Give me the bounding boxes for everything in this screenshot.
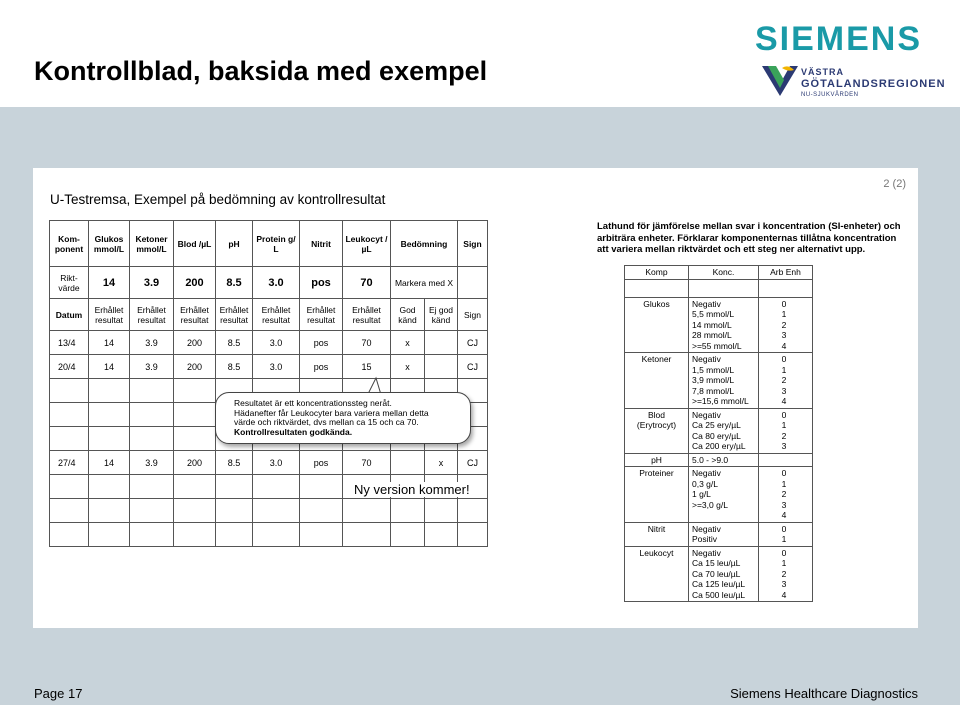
partner-logo-line1: VÄSTRA bbox=[801, 67, 845, 77]
concentration-value: 1,5 mmol/L bbox=[692, 364, 735, 375]
arbitrary-unit-cell bbox=[759, 353, 813, 409]
arbitrary-unit-value: 3 bbox=[781, 385, 787, 396]
table-cell bbox=[174, 523, 216, 547]
column-subheader: Erhållet resultat bbox=[253, 299, 300, 331]
column-subheader: Erhållet resultat bbox=[216, 299, 253, 331]
arbitrary-unit-value: 2 bbox=[781, 489, 787, 499]
table-row bbox=[50, 451, 488, 475]
row-label: Rikt-värde bbox=[50, 267, 89, 299]
reference-column-header: Konc. bbox=[689, 266, 759, 280]
partner-logo-line2: GÖTALANDSREGIONEN bbox=[801, 78, 946, 90]
concentration-value: >=3,0 g/L bbox=[692, 499, 728, 510]
document-sheet bbox=[33, 168, 918, 628]
component-name: Glukos bbox=[625, 297, 689, 353]
table-cell: 3.9 bbox=[130, 355, 174, 379]
table-cell: CJ bbox=[458, 451, 488, 475]
concentration-value: >=15,6 mmol/L bbox=[692, 396, 749, 406]
concentration-cell bbox=[689, 467, 759, 523]
table-cell: 14 bbox=[89, 451, 130, 475]
date-cell: 13/4 bbox=[50, 331, 89, 355]
column-subheader: Ej god känd bbox=[425, 299, 458, 331]
column-header: Sign bbox=[458, 221, 488, 267]
table-cell bbox=[174, 403, 216, 427]
table-cell bbox=[174, 379, 216, 403]
column-subheader: Erhållet resultat bbox=[130, 299, 174, 331]
concentration-value: Negativ bbox=[692, 523, 721, 534]
reference-table bbox=[624, 265, 813, 602]
control-table bbox=[49, 220, 488, 547]
reference-value: 14 bbox=[89, 267, 130, 299]
arbitrary-unit-value: 2 bbox=[781, 319, 787, 330]
arbitrary-unit-value: 0 bbox=[781, 523, 787, 534]
table-cell: 70 bbox=[343, 451, 391, 475]
table-cell bbox=[216, 475, 253, 499]
table-cell: 70 bbox=[343, 331, 391, 355]
concentration-value: Ca 500 leu/µL bbox=[692, 589, 746, 600]
table-cell bbox=[458, 523, 488, 547]
table-cell: 200 bbox=[174, 331, 216, 355]
arbitrary-unit-value: 4 bbox=[781, 396, 787, 406]
reference-value: pos bbox=[300, 267, 343, 299]
table-cell bbox=[391, 499, 425, 523]
arbitrary-unit-value: 1 bbox=[781, 558, 787, 568]
annotation-bubble bbox=[215, 392, 471, 444]
footer-page-label: Page 17 bbox=[34, 686, 83, 701]
sheet-page-number: 2 (2) bbox=[883, 178, 906, 190]
component-name: Blod (Erytrocyt) bbox=[625, 408, 689, 453]
reference-value: 3.0 bbox=[253, 267, 300, 299]
bubble-line: värde och riktvärdet, dvs mellan ca 15 och ca 70. bbox=[234, 417, 419, 427]
table-cell bbox=[174, 499, 216, 523]
concentration-value: Negativ bbox=[692, 354, 721, 364]
reference-value bbox=[458, 267, 488, 299]
table-cell: x bbox=[391, 355, 425, 379]
table-cell: 3.0 bbox=[253, 331, 300, 355]
arbitrary-unit-value: 4 bbox=[781, 510, 787, 520]
reference-header-row bbox=[625, 266, 813, 280]
table-row bbox=[50, 523, 488, 547]
arbitrary-unit-cell bbox=[759, 522, 813, 546]
concentration-cell bbox=[689, 522, 759, 546]
column-header: Kom-ponent bbox=[50, 221, 89, 267]
reference-value: 70 bbox=[343, 267, 391, 299]
arbitrary-unit-value: 4 bbox=[781, 340, 787, 351]
component-name: Ketoner bbox=[625, 353, 689, 409]
date-cell: 20/4 bbox=[50, 355, 89, 379]
date-cell bbox=[50, 379, 89, 403]
column-subheader: Erhållet resultat bbox=[174, 299, 216, 331]
vgr-logo-icon bbox=[760, 64, 800, 98]
date-cell bbox=[50, 499, 89, 523]
arbitrary-unit-value: 1 bbox=[781, 364, 787, 375]
table-cell bbox=[300, 523, 343, 547]
table-cell bbox=[130, 403, 174, 427]
concentration-value: 0,3 g/L bbox=[692, 478, 718, 489]
row-label: Datum bbox=[50, 299, 89, 331]
table-cell bbox=[130, 427, 174, 451]
reference-value: 8.5 bbox=[216, 267, 253, 299]
reference-spacer-row bbox=[625, 279, 813, 297]
concentration-value: Ca 25 ery/µL bbox=[692, 420, 741, 430]
concentration-cell bbox=[689, 408, 759, 453]
arbitrary-unit-value: 0 bbox=[781, 298, 787, 309]
column-header: Blod /µL bbox=[174, 221, 216, 267]
reference-row bbox=[625, 453, 813, 467]
table-header-row bbox=[50, 221, 488, 267]
reference-column-header: Arb Enh bbox=[759, 266, 813, 280]
arbitrary-unit-value: 1 bbox=[781, 534, 787, 544]
reference-value: 200 bbox=[174, 267, 216, 299]
component-name: Leukocyt bbox=[625, 546, 689, 602]
table-cell: 3.9 bbox=[130, 451, 174, 475]
concentration-value: Ca 15 leu/µL bbox=[692, 558, 741, 568]
reference-row bbox=[625, 353, 813, 409]
table-cell: pos bbox=[300, 451, 343, 475]
table-cell bbox=[425, 499, 458, 523]
footer-company: Siemens Healthcare Diagnostics bbox=[730, 686, 918, 701]
table-row bbox=[50, 499, 488, 523]
table-cell bbox=[253, 523, 300, 547]
concentration-value: 7,8 mmol/L bbox=[692, 385, 735, 396]
reference-row bbox=[625, 408, 813, 453]
table-cell bbox=[253, 475, 300, 499]
arbitrary-unit-value: 4 bbox=[781, 589, 787, 600]
arbitrary-unit-value: 0 bbox=[781, 354, 787, 364]
column-subheader: Erhållet resultat bbox=[89, 299, 130, 331]
concentration-cell bbox=[689, 297, 759, 353]
table-cell: pos bbox=[300, 331, 343, 355]
concentration-value: Negativ bbox=[692, 409, 721, 420]
arbitrary-unit-value: 0 bbox=[781, 409, 787, 420]
component-name: Proteiner bbox=[625, 467, 689, 523]
column-header: Bedömning bbox=[391, 221, 458, 267]
header-bar bbox=[0, 0, 960, 107]
table-cell bbox=[89, 499, 130, 523]
table-cell bbox=[391, 451, 425, 475]
arbitrary-unit-value: 2 bbox=[781, 375, 787, 385]
arbitrary-unit-cell bbox=[759, 453, 813, 467]
table-cell bbox=[425, 355, 458, 379]
slide-title: Kontrollblad, baksida med exempel bbox=[34, 56, 488, 86]
table-cell bbox=[216, 523, 253, 547]
table-cell bbox=[89, 403, 130, 427]
date-cell bbox=[50, 475, 89, 499]
table-cell: 200 bbox=[174, 451, 216, 475]
partner-logo-line3: NU-SJUKVÅRDEN bbox=[801, 92, 859, 98]
table-cell bbox=[174, 427, 216, 451]
component-name: pH bbox=[625, 453, 689, 467]
table-cell: 14 bbox=[89, 331, 130, 355]
table-cell bbox=[391, 523, 425, 547]
concentration-value: 5.0 - >9.0 bbox=[692, 454, 729, 465]
new-version-note: Ny version kommer! bbox=[354, 482, 470, 497]
reference-spacer-cell bbox=[625, 279, 689, 297]
table-cell bbox=[216, 499, 253, 523]
date-cell bbox=[50, 427, 89, 451]
reference-spacer-cell bbox=[759, 279, 813, 297]
reference-value-row bbox=[50, 267, 488, 299]
arbitrary-unit-value: 1 bbox=[781, 420, 787, 430]
table-cell: 8.5 bbox=[216, 451, 253, 475]
bubble-line: Kontrollresultaten godkända. bbox=[234, 426, 353, 437]
bubble-line: Hädanefter får Leukocyter bara variera mellan detta bbox=[234, 407, 429, 418]
column-header: Protein g/ L bbox=[253, 221, 300, 267]
arbitrary-unit-value: 1 bbox=[781, 478, 787, 489]
concentration-value: >=55 mmol/L bbox=[692, 340, 742, 351]
table-cell bbox=[89, 427, 130, 451]
concentration-cell bbox=[689, 546, 759, 602]
sheet-title: U-Testremsa, Exempel på bedömning av kontrollresultat bbox=[50, 192, 386, 207]
table-cell bbox=[174, 475, 216, 499]
column-subheader: Sign bbox=[458, 299, 488, 331]
table-cell bbox=[253, 499, 300, 523]
mark-instruction: Markera med X bbox=[391, 267, 458, 299]
table-cell bbox=[130, 475, 174, 499]
table-cell: x bbox=[425, 451, 458, 475]
arbitrary-unit-value: 0 bbox=[781, 547, 787, 558]
table-cell bbox=[130, 379, 174, 403]
table-cell bbox=[130, 523, 174, 547]
arbitrary-unit-cell bbox=[759, 546, 813, 602]
concentration-value: Negativ bbox=[692, 468, 721, 478]
siemens-logo: SIEMENS bbox=[755, 20, 923, 58]
concentration-value: Ca 200 ery/µL bbox=[692, 441, 746, 451]
column-header: Glukos mmol/L bbox=[89, 221, 130, 267]
reference-spacer-cell bbox=[689, 279, 759, 297]
table-cell bbox=[343, 499, 391, 523]
date-cell bbox=[50, 403, 89, 427]
column-header: Leukocyt /µL bbox=[343, 221, 391, 267]
bubble-line: Resultatet är ett koncentrationssteg neråt. bbox=[234, 398, 392, 408]
table-cell bbox=[130, 499, 174, 523]
datum-header-row bbox=[50, 299, 488, 331]
table-cell bbox=[300, 499, 343, 523]
table-row bbox=[50, 355, 488, 379]
table-cell bbox=[89, 523, 130, 547]
concentration-value: 1 g/L bbox=[692, 489, 711, 499]
reference-column-header: Komp bbox=[625, 266, 689, 280]
table-row bbox=[50, 331, 488, 355]
reference-value: 3.9 bbox=[130, 267, 174, 299]
arbitrary-unit-cell bbox=[759, 467, 813, 523]
concentration-cell bbox=[689, 353, 759, 409]
column-header: pH bbox=[216, 221, 253, 267]
reference-row bbox=[625, 522, 813, 546]
arbitrary-unit-value: 0 bbox=[781, 468, 787, 478]
table-cell: 3.0 bbox=[253, 355, 300, 379]
table-cell bbox=[425, 523, 458, 547]
table-cell: 3.9 bbox=[130, 331, 174, 355]
arbitrary-unit-cell bbox=[759, 297, 813, 353]
concentration-value: 28 mmol/L bbox=[692, 330, 732, 340]
arbitrary-unit-value: 2 bbox=[781, 568, 787, 579]
reference-row bbox=[625, 297, 813, 353]
arbitrary-unit-value: 3 bbox=[781, 330, 787, 340]
concentration-value: 5,5 mmol/L bbox=[692, 309, 735, 319]
table-cell: 8.5 bbox=[216, 331, 253, 355]
table-cell bbox=[300, 475, 343, 499]
date-cell bbox=[50, 523, 89, 547]
table-cell bbox=[425, 331, 458, 355]
column-subheader: Erhållet resultat bbox=[343, 299, 391, 331]
concentration-value: Ca 80 ery/µL bbox=[692, 430, 741, 441]
table-cell: 15 bbox=[343, 355, 391, 379]
table-cell: 8.5 bbox=[216, 355, 253, 379]
table-cell bbox=[89, 379, 130, 403]
guide-title: Lathund för jämförelse mellan svar i koncentration (SI-enheter) och arbiträra enheter. Förklarar komponenternas tillåtna koncentration att variera mellan riktvärdet och ett steg ner alternativt upp. bbox=[597, 221, 901, 255]
arbitrary-unit-value: 3 bbox=[781, 579, 787, 589]
table-cell: x bbox=[391, 331, 425, 355]
table-cell: 14 bbox=[89, 355, 130, 379]
concentration-value: 14 mmol/L bbox=[692, 319, 732, 330]
table-cell: 200 bbox=[174, 355, 216, 379]
concentration-value: Negativ bbox=[692, 547, 721, 558]
arbitrary-unit-value: 3 bbox=[781, 441, 787, 451]
table-cell: CJ bbox=[458, 331, 488, 355]
arbitrary-unit-value: 1 bbox=[781, 309, 787, 319]
column-header: Ketoner mmol/L bbox=[130, 221, 174, 267]
arbitrary-unit-cell bbox=[759, 408, 813, 453]
concentration-value: Positiv bbox=[692, 534, 718, 544]
table-cell bbox=[458, 499, 488, 523]
table-cell bbox=[89, 475, 130, 499]
reference-row bbox=[625, 546, 813, 602]
table-cell bbox=[343, 523, 391, 547]
table-cell: 3.0 bbox=[253, 451, 300, 475]
table-cell: pos bbox=[300, 355, 343, 379]
column-header: Nitrit bbox=[300, 221, 343, 267]
reference-row bbox=[625, 467, 813, 523]
column-subheader: Erhållet resultat bbox=[300, 299, 343, 331]
arbitrary-unit-value: 2 bbox=[781, 430, 787, 441]
concentration-cell bbox=[689, 453, 759, 467]
concentration-value: Ca 125 leu/µL bbox=[692, 579, 746, 589]
concentration-value: 3,9 mmol/L bbox=[692, 375, 735, 385]
arbitrary-unit-value: 3 bbox=[781, 499, 787, 510]
concentration-value: Negativ bbox=[692, 298, 721, 309]
component-name: Nitrit bbox=[625, 522, 689, 546]
column-subheader: God känd bbox=[391, 299, 425, 331]
date-cell: 27/4 bbox=[50, 451, 89, 475]
concentration-value: Ca 70 leu/µL bbox=[692, 568, 741, 579]
table-cell: CJ bbox=[458, 355, 488, 379]
